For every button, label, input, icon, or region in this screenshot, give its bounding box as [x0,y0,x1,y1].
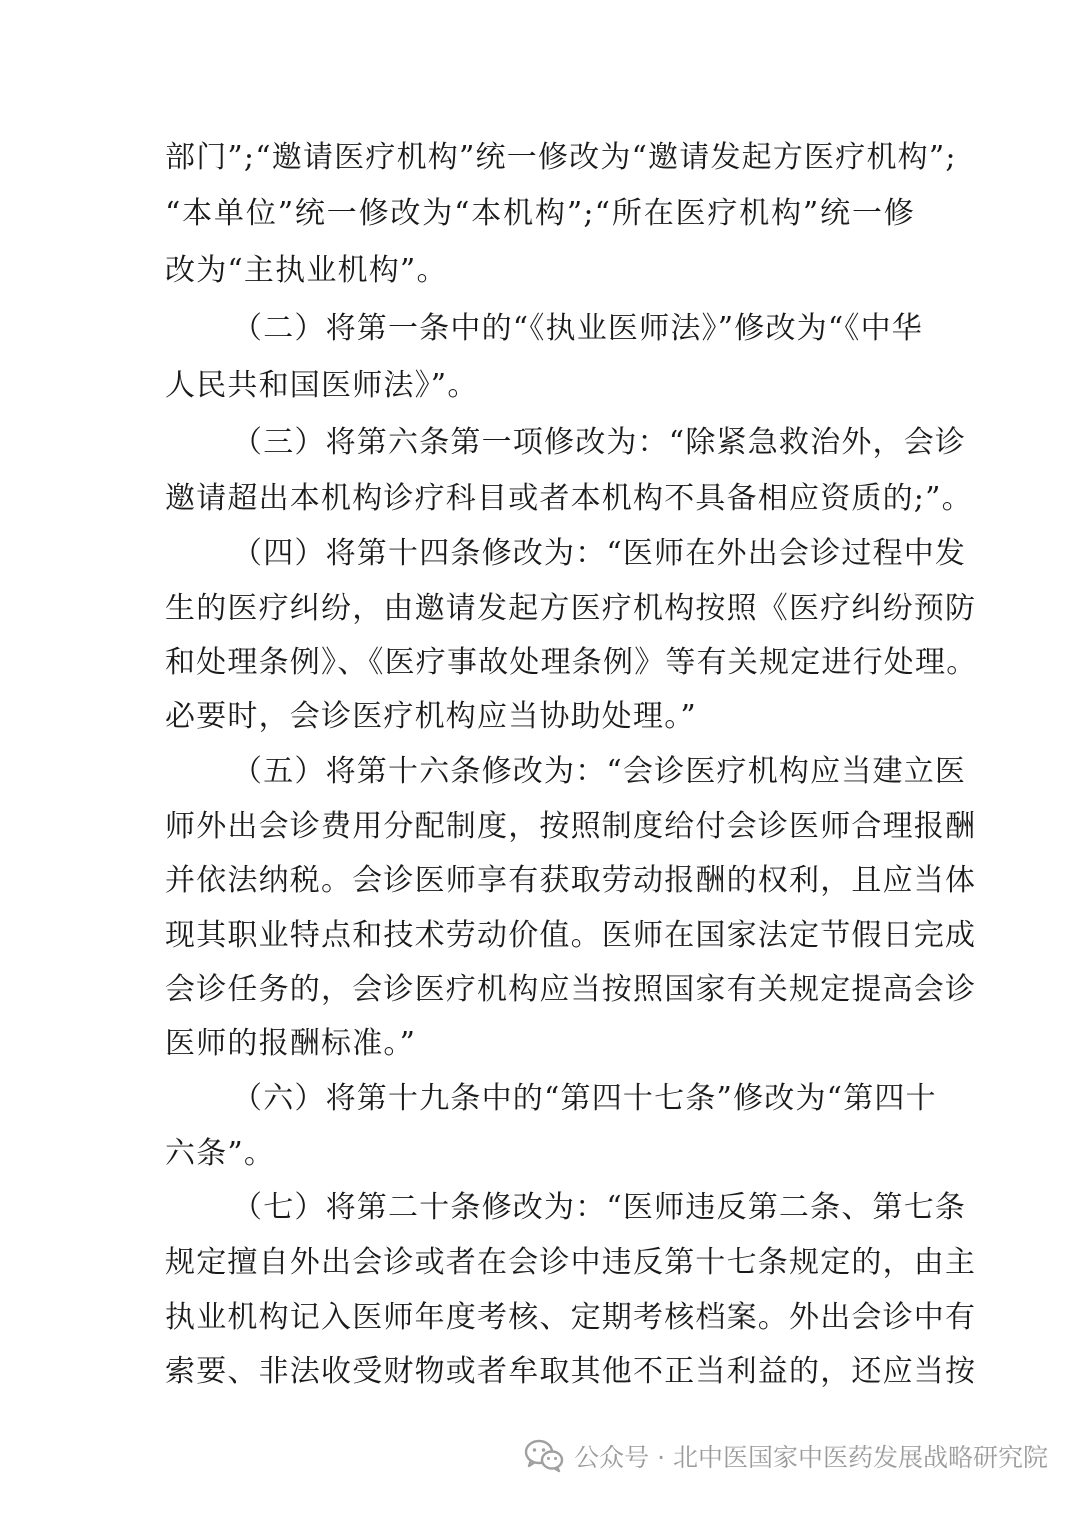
text-line: 规定擅自外出会诊或者在会诊中违反第十七条规定的，由主 [165,1245,977,1280]
text-line: 师外出会诊费用分配制度，按照制度给付会诊医师合理报酬 [165,809,977,844]
text-line: 现其职业特点和技术劳动价值。医师在国家法定节假日完成 [165,918,977,953]
wechat-icon [524,1439,564,1473]
text-line: 邀请超出本机构诊疗科目或者本机构不具备相应资质的;”。 [165,481,973,516]
text-line: （三）将第六条第一项修改为：“除紧急救治外，会诊 [232,425,967,460]
text-line: 改为“主执业机构”。 [165,253,448,288]
watermark [524,1436,1048,1476]
text-line: 人民共和国医师法》”。 [165,368,479,403]
text-line: 会诊任务的，会诊医疗机构应当按照国家有关规定提高会诊 [165,972,977,1007]
text-line: （二）将第一条中的“《执业医师法》”修改为“《中华 [232,311,924,346]
text-line: （七）将第二十条修改为：“医师违反第二条、第七条 [232,1190,967,1225]
watermark-text: 公众号 · 北中医国家中医药发展战略研究院 [574,1443,1048,1472]
text-line: 医师的报酬标准。” [165,1026,417,1061]
text-line: “本单位”统一修改为“本机构”;“所在医疗机构”统一修 [165,196,915,231]
text-line: 和处理条例》、《医疗事故处理条例》等有关规定进行处理。 [165,645,978,680]
text-line: 六条”。 [165,1136,276,1171]
text-line: 执业机构记入医师年度考核、定期考核档案。外出会诊中有 [165,1300,977,1335]
text-line: （五）将第十六条修改为：“会诊医疗机构应当建立医 [232,754,967,789]
text-line: 并依法纳税。会诊医师享有获取劳动报酬的权利，且应当体 [165,863,977,898]
text-line: 部门”;“邀请医疗机构”统一修改为“邀请发起方医疗机构”; [165,140,957,175]
text-line: 索要、非法收受财物或者牟取其他不正当利益的，还应当按 [165,1354,977,1389]
text-line: （四）将第十四条修改为：“医师在外出会诊过程中发 [232,536,967,571]
text-line: （六）将第十九条中的“第四十七条”修改为“第四十 [232,1081,937,1116]
text-line: 必要时，会诊医疗机构应当协助处理。” [165,699,697,734]
text-line: 生的医疗纠纷，由邀请发起方医疗机构按照《医疗纠纷预防 [165,591,977,626]
